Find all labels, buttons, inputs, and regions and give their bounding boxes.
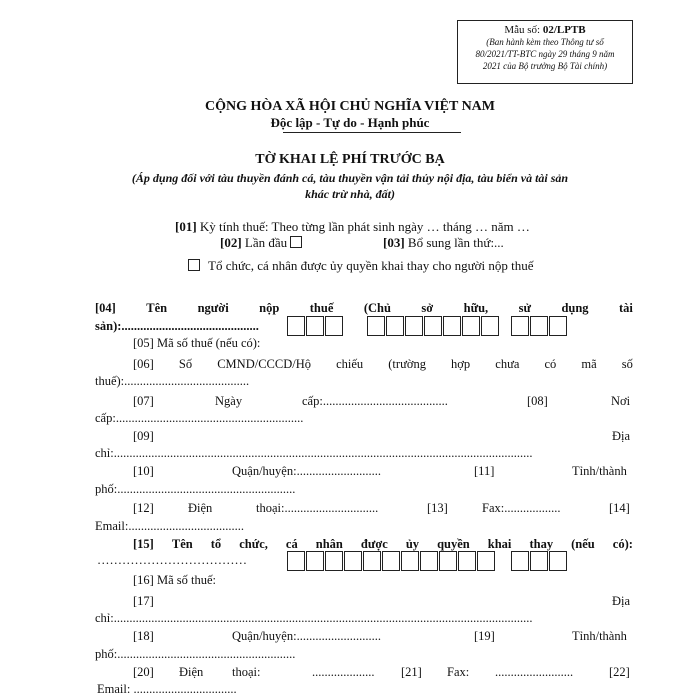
address-field-2[interactable]: chỉ:...................................................................................................................................... [95, 611, 533, 625]
address-field[interactable]: chỉ:...................................................................................................................................... [95, 446, 533, 460]
word: Tên [146, 301, 168, 315]
word: (nếu [571, 537, 595, 551]
word: chưa [495, 357, 520, 371]
phone-label-2: Điện [179, 665, 204, 679]
word: có [544, 357, 557, 371]
word: Tên [171, 537, 193, 551]
word: tài [619, 301, 633, 315]
field-04-label [95, 300, 633, 317]
word: nộp [259, 301, 280, 315]
code-09: [09] [133, 429, 154, 443]
district-field-2[interactable]: Quận/huyện:........................... [232, 629, 381, 643]
word: dụng [561, 301, 589, 315]
tax-id-boxes-04c[interactable] [511, 316, 568, 336]
authorized-label: Tổ chức, cá nhân được ủy quyền khai thay cho người nộp thuế [208, 258, 534, 273]
phone-field-2[interactable]: .................... [312, 665, 375, 679]
nation-heading: CỘNG HÒA XÃ HỘI CHỦ NGHĨA VIỆT NAM [204, 99, 495, 114]
fax-label-2: Fax: [447, 665, 470, 679]
phone-field[interactable]: thoại:.............................. [256, 501, 379, 515]
word: sử [518, 301, 531, 315]
word: tổ [210, 537, 222, 551]
code-17: [17] [133, 594, 154, 608]
tax-id-boxes-04a[interactable] [287, 316, 344, 336]
first-time-label: Lần đầu [241, 235, 288, 250]
code-03: [03] [383, 235, 405, 250]
field-06-continuation: thuế):........................................ [95, 374, 250, 388]
email-field[interactable]: Email:..................................... [95, 519, 244, 533]
word: sở [421, 301, 434, 315]
code-12: [12] [133, 501, 154, 515]
code-02: [02] [220, 235, 242, 250]
district-field[interactable]: Quận/huyện:........................... [232, 464, 381, 478]
word: có): [612, 537, 633, 551]
address-label: Địa [612, 429, 631, 443]
supplement-label: Bổ sung lần thứ:... [404, 235, 504, 250]
authorized-line [188, 258, 534, 274]
word: ủy [405, 537, 420, 551]
code-13: [13] [427, 501, 448, 515]
word: (trường [388, 357, 426, 371]
authorized-checkbox[interactable] [188, 259, 200, 271]
word: CMND/CCCD/Hộ [217, 357, 311, 371]
word: hợp [451, 357, 471, 371]
field-06-label [133, 356, 633, 373]
motto-underline [283, 132, 461, 133]
province-label-2: Tỉnh/thành [572, 629, 627, 643]
tax-id-boxes-15b[interactable] [511, 551, 568, 571]
code-21: [21] [401, 665, 422, 679]
word: [15] [133, 537, 154, 551]
first-time-line [220, 235, 302, 251]
code-18: [18] [133, 629, 154, 643]
period-line [175, 219, 530, 235]
tax-period-label: Kỳ tính thuế: Theo từng lần phát sinh ngày … tháng … năm … [196, 219, 530, 234]
word: hữu, [463, 301, 489, 315]
code-10: [10] [133, 464, 154, 478]
word: nhân [315, 537, 343, 551]
motto-heading: Độc lập - Tự do - Hạnh phúc [270, 115, 430, 130]
form-code-box [457, 20, 633, 84]
email-field-2[interactable]: Email: ................................. [97, 682, 237, 696]
word: thay [529, 537, 554, 551]
fax-field[interactable]: Fax:.................. [482, 501, 561, 515]
word: Số [178, 357, 193, 371]
province-label: Tỉnh/thành [572, 464, 627, 478]
word: khai [487, 537, 512, 551]
code-20: [20] [133, 665, 154, 679]
form-subtitle: (Áp dụng đối với tàu thuyền đánh cá, tàu thuyền vận tải thủy nội địa, tàu biển và tài sản khác trừ nhà, đất) [131, 171, 569, 201]
word: (Chủ [363, 301, 391, 315]
code-14: [14] [609, 501, 630, 515]
tax-id-boxes-15a[interactable] [287, 551, 496, 571]
code-11: [11] [474, 464, 495, 478]
word: [06] [133, 357, 154, 371]
province-field[interactable]: phố:......................................................... [95, 482, 296, 496]
fax-field-2[interactable]: ......................... [495, 665, 574, 679]
form-code-prefix: Mẫu số: [504, 24, 543, 36]
word: người [197, 301, 229, 315]
issue-place-label: Nơi [611, 394, 631, 408]
issue-date-field[interactable]: cấp:........................................ [302, 394, 448, 408]
field-05-label: [05] Mã số thuế (nếu có): [133, 336, 261, 350]
form-code-note-3: 2021 của Bộ trưởng Bộ Tài chính) [482, 61, 608, 71]
issue-date-label: Ngày [215, 394, 243, 408]
code-07: [07] [133, 394, 154, 408]
form-code: 02/LPTB [542, 24, 586, 36]
address-label-2: Địa [612, 594, 631, 608]
province-field-2[interactable]: phố:......................................................... [95, 647, 296, 661]
supplement-line [383, 235, 504, 251]
code-08: [08] [527, 394, 548, 408]
issue-place-field[interactable]: cấp:............................................................ [95, 411, 304, 425]
word: được [360, 537, 388, 551]
form-code-note-2: 80/2021/TT-BTC ngày 29 tháng 9 năm [475, 49, 615, 59]
code-19: [19] [474, 629, 495, 643]
form-title: TỜ KHAI LỆ PHÍ TRƯỚC BẠ [255, 152, 445, 167]
phone-label: Điện [188, 501, 213, 515]
word: thuế [309, 301, 334, 315]
field-16-label: [16] Mã số thuế: [133, 573, 216, 587]
tax-id-boxes-04b[interactable] [367, 316, 500, 336]
word: chức, [239, 537, 268, 551]
form-code-note-1: (Ban hành kèm theo Thông tư số [486, 37, 604, 47]
code-01: [01] [175, 219, 197, 234]
word: [04] [95, 301, 116, 315]
word: mã [581, 357, 597, 371]
word: chiếu [336, 357, 364, 371]
first-time-checkbox[interactable] [290, 236, 302, 248]
phone-label-3: thoại: [232, 665, 261, 679]
word: cá [285, 537, 298, 551]
word: quyền [437, 537, 470, 551]
field-15-continuation[interactable]: ……………………………… [97, 553, 247, 567]
code-22: [22] [609, 665, 630, 679]
field-04-continuation: sản):............................................ [95, 319, 259, 333]
word: số [621, 357, 633, 371]
